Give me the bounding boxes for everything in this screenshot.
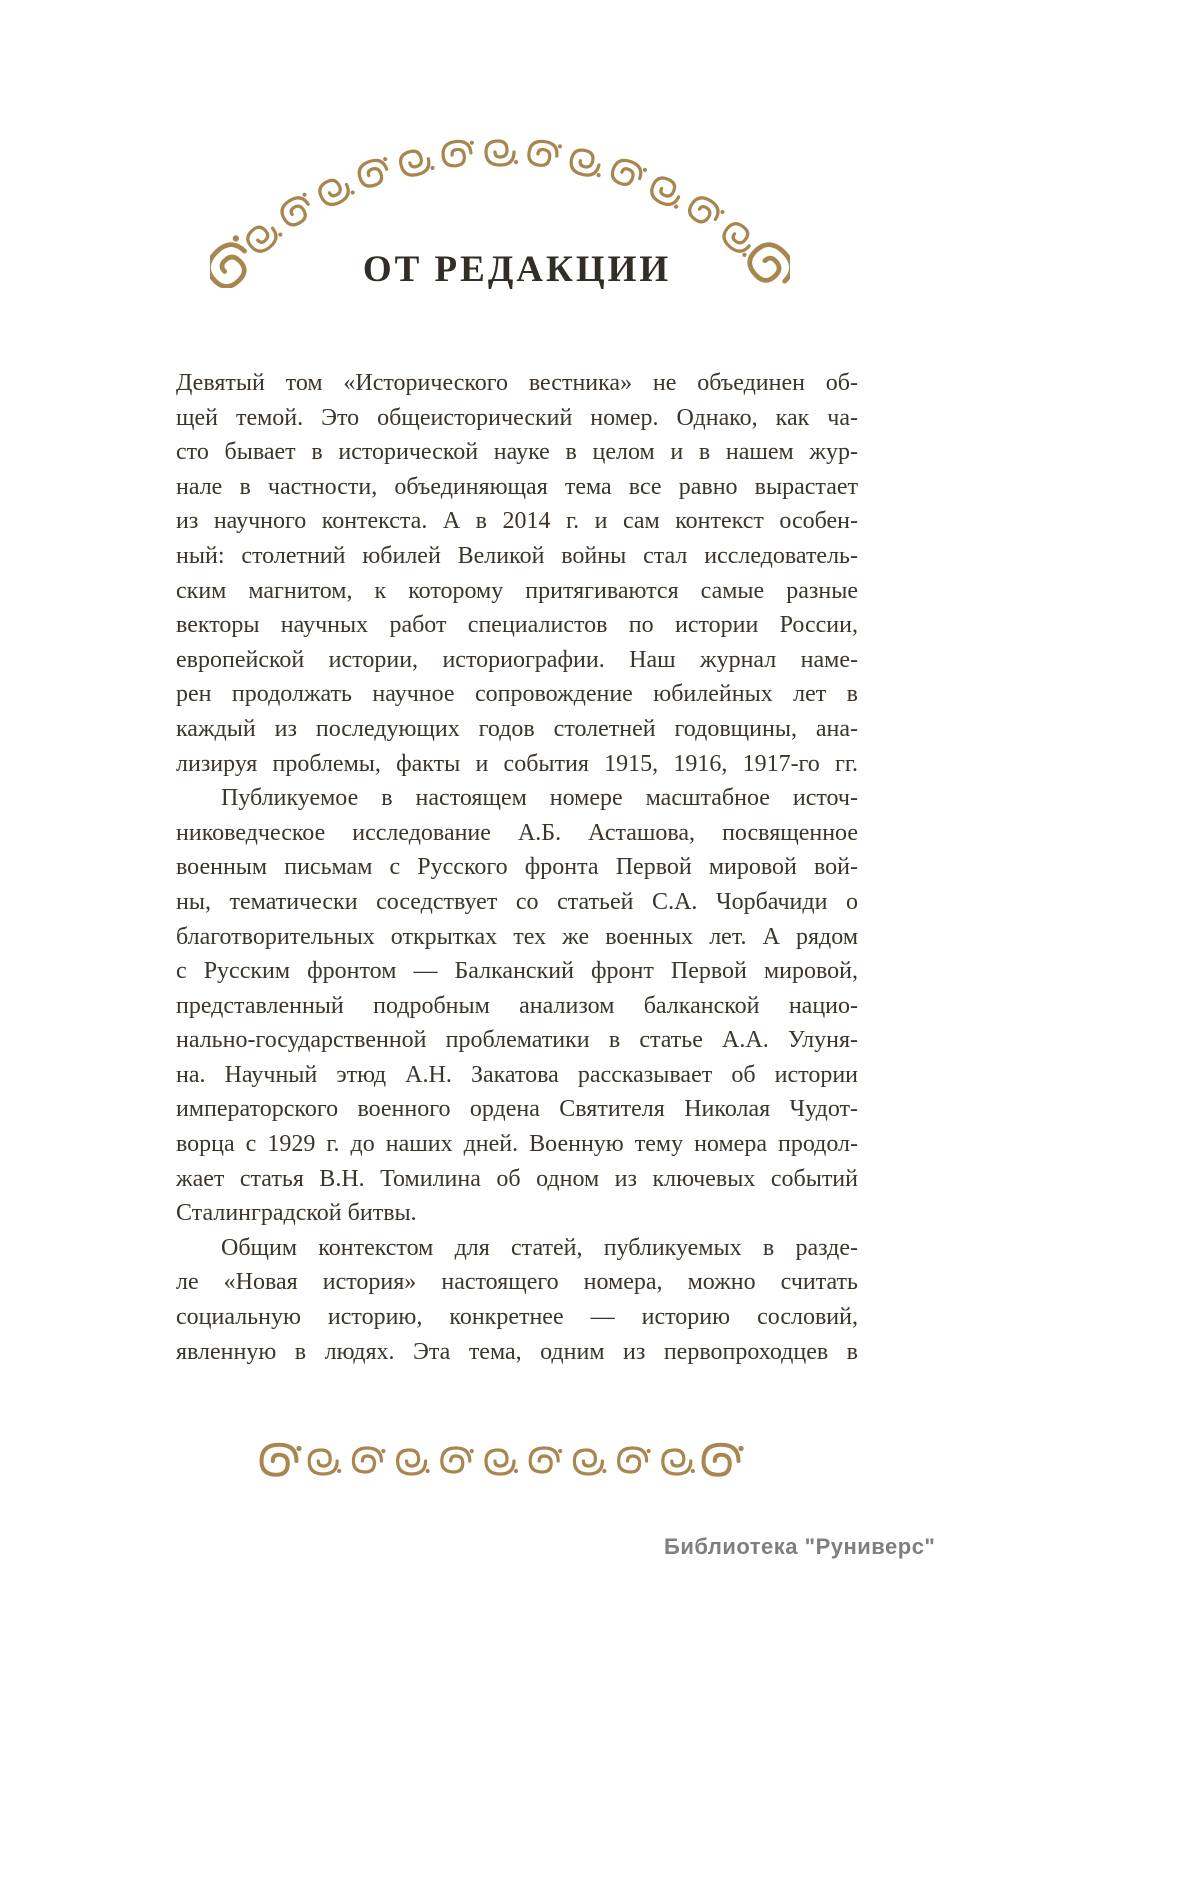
text-line: лизируя проблемы, факты и события 1915, 1916, 1917-го гг. [176,750,858,777]
text-line: Общим контекстом для статей, публикуемых в разде- [221,1234,858,1261]
text-line: нально-государственной проблематики в статье А.А. Улуня- [176,1027,858,1054]
text-line: ны, тематически соседствует со статьей С.А. Чорбачиди о [176,888,858,915]
scroll-flourish-icon [442,1448,474,1472]
scroll-flourish-icon [486,141,518,165]
text-line: сто бывает в исторической науке в целом и в нашем жур- [176,439,858,466]
text-line: военным письмам с Русского фронта Первой мировой вой- [176,854,858,881]
scroll-flourish-icon [316,173,355,209]
bottom-ornament-flourish [255,1437,745,1485]
paragraph [176,1231,858,1369]
paragraph [176,781,858,1231]
scroll-flourish-icon [648,175,687,211]
text-line: благотворительных открытках тех же военных лет. А рядом [176,923,858,950]
page-title: ОТ РЕДАКЦИИ [362,249,672,290]
scroll-flourish-icon [663,1450,695,1474]
scroll-flourish-icon [353,1448,385,1472]
text-line: европейской истории, историографии. Наш журнал наме- [176,646,858,673]
scroll-flourish-icon [569,148,606,179]
text-line: явленную в людях. Эта тема, одним из первопроходцев в [176,1338,858,1365]
scroll-flourish-icon [442,140,477,167]
scroll-flourish-icon [399,147,436,178]
body-text [176,366,858,1369]
text-line: жает статья В.Н. Томилина об одном из ключевых событий [176,1165,858,1192]
library-watermark: Библиотека "Руниверс" [664,1534,936,1559]
text-line: ским магнитом, к которому притягиваются самые разные [176,577,858,604]
text-line: Публикуемое в настоящем номере масштабное источ- [221,785,858,812]
text-line: ный: столетний юбилей Великой войны стал исследователь- [176,542,858,569]
scroll-flourish-icon [309,1450,341,1474]
scroll-flourish-icon [574,1450,606,1474]
scroll-flourish-icon [619,1448,651,1472]
text-line: векторы научных работ специалистов по истории России, [176,612,858,639]
text-line: рен продолжать научное сопровождение юбилейных лет в [176,681,858,708]
text-line: с Русским фронтом — Балканский фронт Первой мировой, [176,958,858,985]
scroll-flourish-icon [530,1448,562,1472]
scroll-flourish-icon [356,156,394,189]
text-line: из научного контекста. А в 2014 г. и сам контекст особен- [176,508,858,535]
scroll-flourish-icon [610,157,648,190]
paragraph [176,366,858,781]
scroll-flourish-icon [528,140,563,167]
text-line: ле «Новая история» настоящего номера, можно считать [176,1269,858,1296]
text-line: императорского военного ордена Святителя Николая Чудот- [176,1096,858,1123]
text-line: ворца с 1929 г. до наших дней. Военную тему номера продол- [176,1131,858,1158]
bottom-ornament-band-icon [255,1437,745,1485]
text-line: Девятый том «Исторического вестника» не объединен об- [176,370,858,396]
scroll-flourish-icon [262,1445,302,1475]
scroll-flourish-icon [398,1450,430,1474]
scroll-flourish-icon [686,193,726,231]
text-line: Сталинградской битвы. [176,1200,417,1227]
text-line: щей темой. Это общеисторический номер. Однако, как ча- [176,404,858,431]
text-line: на. Научный этюд А.Н. Закатова рассказывает об истории [176,1061,858,1088]
text-line: представленный подробным анализом балканской нацио- [176,992,858,1019]
text-line: никоведческое исследование А.Б. Асташова, посвященное [176,819,858,846]
text-line: каждый из последующих годов столетней годовщины, ана- [176,715,858,742]
text-line: нале в частности, объединяющая тема все равно вырастает [176,473,858,500]
scroll-flourish-icon [486,1450,518,1474]
scroll-flourish-icon [704,1445,744,1475]
scroll-flourish-icon [278,191,318,229]
text-line: социальную историю, конкретнее — историю сословий, [176,1304,858,1331]
